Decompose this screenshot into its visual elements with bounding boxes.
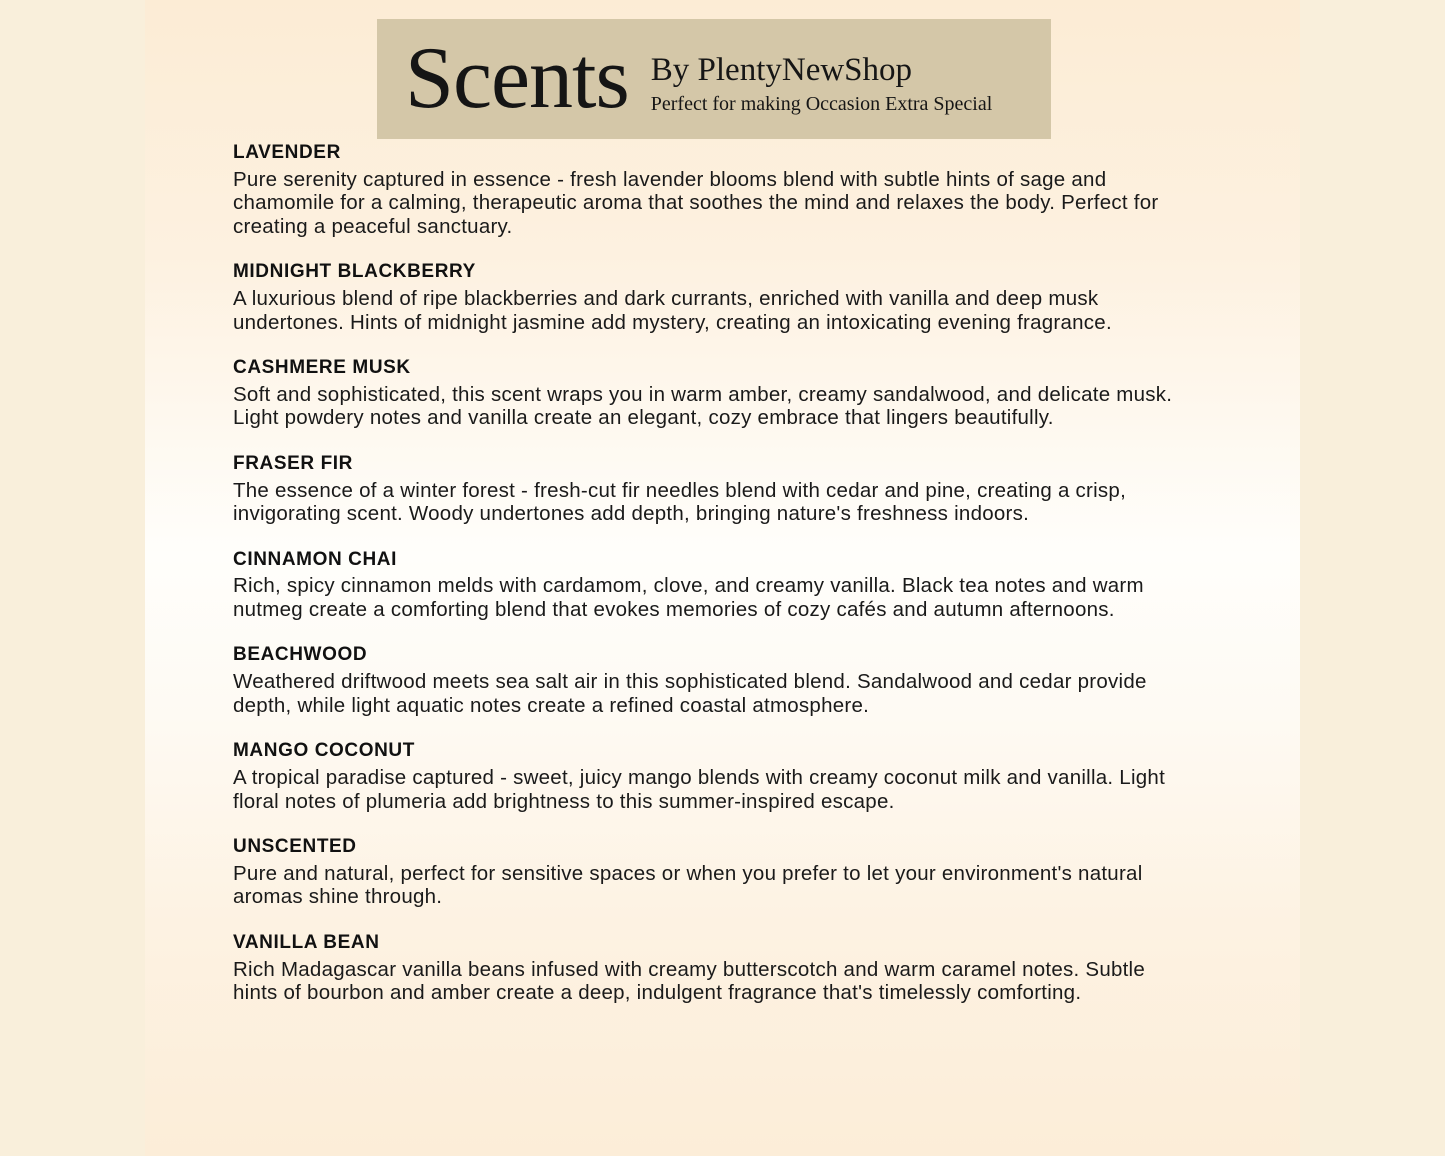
- scent-name: UNSCENTED: [233, 836, 357, 858]
- scent-section: [233, 932, 1185, 1005]
- scent-section: [233, 836, 1185, 909]
- scent-description: A tropical paradise captured - sweet, juicy mango blends with creamy coconut milk and vanilla. Light floral notes of plumeria add brightness to this summer-inspired escape.: [233, 766, 1166, 813]
- scent-name: MIDNIGHT BLACKBERRY: [233, 261, 476, 283]
- scent-name: MANGO COCONUT: [233, 740, 415, 762]
- scent-name: FRASER FIR: [233, 452, 353, 474]
- scent-description: Soft and sophisticated, this scent wraps you in warm amber, creamy sandalwood, and delicate musk. Light powdery notes and vanilla create an elegant, cozy embrace that lingers beautifully.: [233, 382, 1173, 430]
- scent-section: [233, 142, 1185, 238]
- page-title: Scents: [405, 30, 629, 127]
- content-column: [145, 0, 1300, 1156]
- header-byline: By PlentyNewShop: [650, 51, 913, 88]
- scent-name: CINNAMON CHAI: [233, 548, 398, 570]
- scent-name: CASHMERE MUSK: [233, 357, 411, 379]
- scent-description: Weathered driftwood meets sea salt air in this sophisticated blend. Sandalwood and cedar provide depth, while light aquatic notes create a refined coastal atmosphere.: [233, 670, 1147, 717]
- header-tagline: Perfect for making Occasion Extra Special: [650, 93, 993, 116]
- scent-name: VANILLA BEAN: [233, 931, 380, 953]
- scent-description: A luxurious blend of ripe blackberries and dark currants, enriched with vanilla and deep musk undertones. Hints of midnight jasmine add mystery, creating an intoxicating evening fragrance.: [233, 287, 1112, 334]
- scent-description: Rich, spicy cinnamon melds with cardamom, clove, and creamy vanilla. Black tea notes and warm nutmeg create a comforting blend that evokes memories of cozy cafés and autumn afternoons.: [233, 574, 1144, 621]
- scent-description: Pure and natural, perfect for sensitive spaces or when you prefer to let your environment's natural aromas shine through.: [233, 861, 1143, 909]
- scent-description: The essence of a winter forest - fresh-cut fir needles blend with cedar and pine, creating a crisp, invigorating scent. Woody undertones add depth, bringing nature's freshness indoors.: [233, 478, 1127, 526]
- scent-section: [233, 453, 1185, 526]
- scent-name: BEACHWOOD: [233, 644, 368, 666]
- scent-description: Pure serenity captured in essence - fresh lavender blooms blend with subtle hints of sage and chamomile for a calming, therapeutic aroma that soothes the mind and relaxes the body. Perfect for creating a peaceful sanctuary.: [233, 167, 1159, 238]
- scent-description: Rich Madagascar vanilla beans infused with creamy butterscotch and warm caramel notes. Subtle hints of bourbon and amber create a deep, indulgent fragrance that's timelessly comforting.: [233, 957, 1146, 1005]
- scent-name: LAVENDER: [233, 142, 341, 163]
- scent-section: [233, 644, 1185, 717]
- header-right-block: [651, 42, 993, 117]
- header-box: [377, 19, 1051, 139]
- scent-section: [233, 740, 1185, 813]
- scent-section: [233, 261, 1185, 334]
- scent-section: [233, 549, 1185, 622]
- scent-list: [233, 142, 1185, 1028]
- scent-section: [233, 357, 1185, 430]
